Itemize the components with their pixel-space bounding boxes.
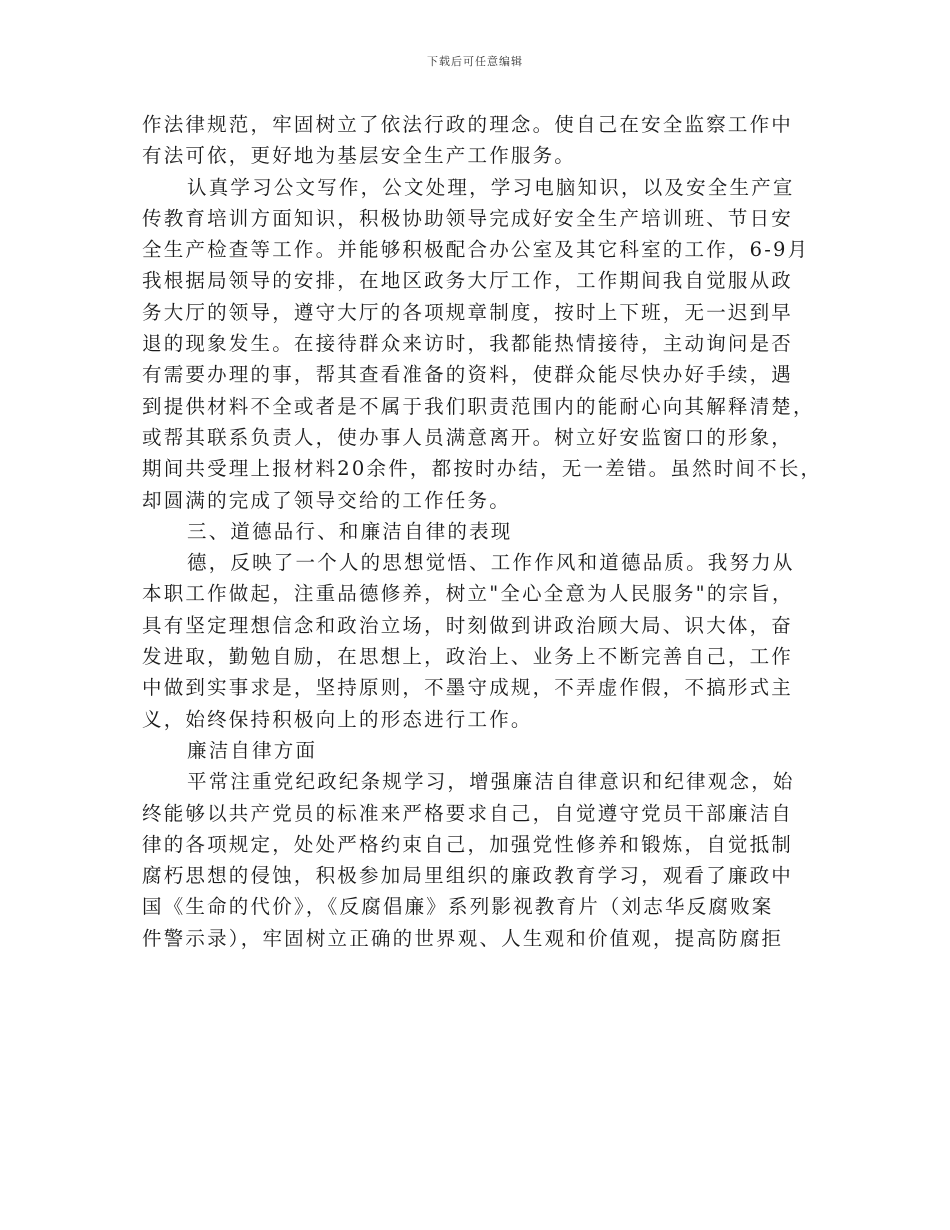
text-line: 义，始终保持积极向上的形态进行工作。 — [142, 707, 533, 731]
text-line: 中做到实事求是，坚持原则，不墨守成规，不弄虚作假，不搞形式主 — [142, 676, 794, 700]
text-line: 本职工作做起，注重品德修养，树立"全心全意为人民服务"的宗旨， — [142, 582, 794, 606]
paragraph-start-line: 认真学习公文写作，公文处理，学习电脑知识，以及安全生产宣 — [187, 175, 795, 199]
text-line: 期间共受理上报材料20余件，都按时办结，无一差错。虽然时间不长， — [142, 457, 823, 481]
text-line: 终能够以共产党员的标准来严格要求自己，自觉遵守党员干部廉洁自 — [142, 801, 794, 825]
paragraph-start-line: 德，反映了一个人的思想觉悟、工作作风和道德品质。我努力从 — [187, 551, 795, 575]
document-body — [142, 109, 822, 954]
text-line: 却圆满的完成了领导交给的工作任务。 — [142, 488, 511, 512]
text-line: 退的现象发生。在接待群众来访时，我都能热情接待，主动询问是否 — [142, 332, 794, 356]
text-line: 有法可依，更好地为基层安全生产工作服务。 — [142, 144, 577, 168]
text-line: 具有坚定理想信念和政治立场，时刻做到讲政治顾大局、识大体，奋 — [142, 613, 794, 637]
text-line: 律的各项规定，处处严格约束自己，加强党性修养和锻炼，自觉抵制 — [142, 832, 794, 856]
text-line: 全生产检查等工作。并能够积极配合办公室及其它科室的工作，6-9月 — [142, 238, 810, 262]
page-header: 下载后可任意编辑 — [427, 55, 523, 68]
text-line: 我根据局领导的安排，在地区政务大厅工作，工作期间我自觉服从政 — [142, 269, 794, 293]
text-line: 件警示录），牢固树立正确的世界观、人生观和价值观，提高防腐拒 — [142, 926, 784, 950]
text-line: 国《生命的代价》，《反腐倡廉》系列影视教育片（刘志华反腐败案 — [142, 895, 774, 919]
text-line: 腐朽思想的侵蚀，积极参加局里组织的廉政教育学习，观看了廉政中 — [142, 864, 794, 888]
text-line: 或帮其联系负责人，使办事人员满意离开。树立好安监窗口的形象， — [142, 425, 794, 449]
text-line: 到提供材料不全或者是不属于我们职责范围内的能耐心向其解释清楚， — [142, 394, 815, 418]
text-line: 务大厅的领导，遵守大厅的各项规章制度，按时上下班，无一迟到早 — [142, 300, 794, 324]
text-line: 有需要办理的事，帮其查看准备的资料，使群众能尽快办好手续，遇 — [142, 363, 794, 387]
text-line: 传教育培训方面知识，积极协助领导完成好安全生产培训班、节日安 — [142, 206, 794, 230]
text-line: 作法律规范，牢固树立了依法行政的理念。使自己在安全监察工作中 — [142, 113, 794, 136]
subsection-heading: 廉洁自律方面 — [187, 738, 318, 762]
paragraph-start-line: 平常注重党纪政纪条规学习，增强廉洁自律意识和纪律观念，始 — [187, 770, 795, 794]
text-line: 发进取，勤勉自励，在思想上，政治上、业务上不断完善自己，工作 — [142, 645, 794, 669]
section-heading: 三、道德品行、和廉洁自律的表现 — [187, 519, 513, 543]
